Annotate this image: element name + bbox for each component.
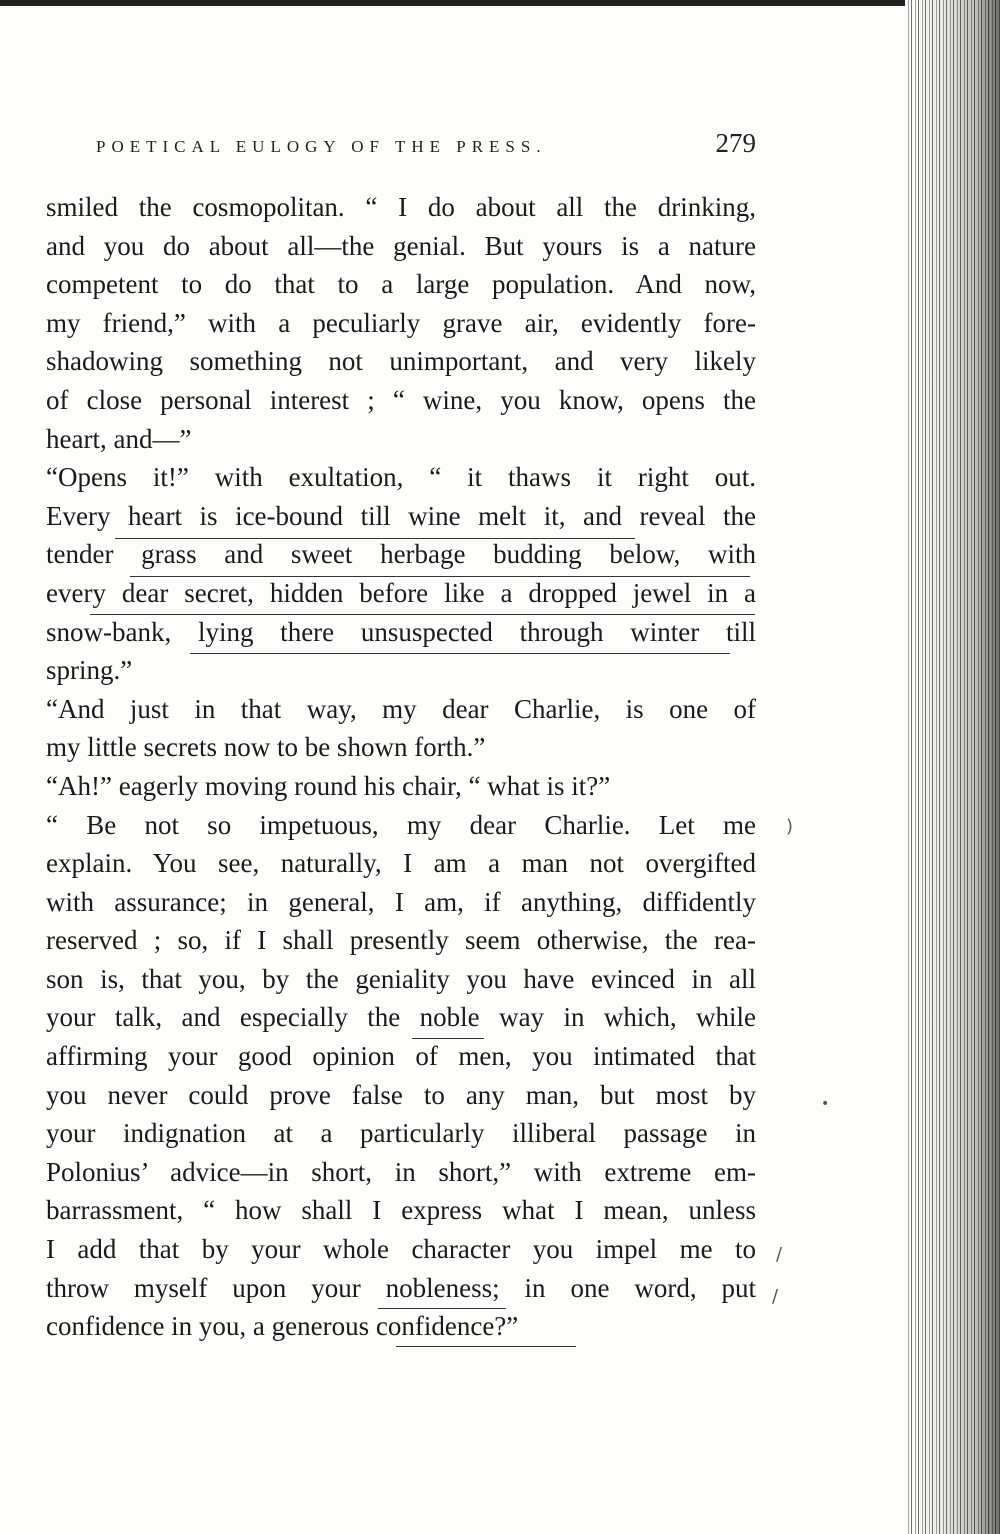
text-line: you never could prove false to any man, but most by <box>46 1079 756 1110</box>
text-line: “ Be not so impetuous, my dear Charlie. Let me <box>46 809 756 840</box>
text-line: shadowing something not unimportant, and very likely <box>46 346 756 377</box>
text-line: barrassment, “ how shall I express what I mean, unless <box>46 1195 756 1226</box>
text-line: Every heart is ice-bound till wine melt it, and reveal the <box>46 500 756 531</box>
text-line: explain. You see, naturally, I am a man not overgifted <box>46 848 756 879</box>
text-line: I add that by your whole character you impel me to <box>46 1234 756 1265</box>
pencil-underline <box>378 1308 506 1309</box>
text-line: reserved ; so, if I shall presently seem otherwise, the rea- <box>46 925 756 956</box>
text-line: my friend,” with a peculiarly grave air, evidently fore- <box>46 307 756 338</box>
pencil-tick: / <box>776 1244 783 1265</box>
pencil-tick: • <box>821 1096 830 1112</box>
text-line: “And just in that way, my dear Charlie, is one of <box>46 693 756 724</box>
text-line: of close personal interest ; “ wine, you know, opens the <box>46 384 756 415</box>
pencil-underline <box>130 576 750 577</box>
page-top-border <box>0 0 1000 6</box>
pencil-tick: / <box>772 1286 779 1307</box>
pencil-underline <box>412 1038 484 1039</box>
text-line: spring.” <box>46 655 133 686</box>
text-line: and you do about all—the genial. But yours is a nature <box>46 230 756 261</box>
pencil-underline <box>115 538 635 539</box>
text-line: confidence in you, a generous confidence?” <box>46 1311 519 1342</box>
pencil-underline <box>396 1346 576 1347</box>
text-line: affirming your good opinion of men, you intimated that <box>46 1041 756 1072</box>
page-edge-shadow <box>905 0 1000 1534</box>
text-line: throw myself upon your nobleness; in one word, put <box>46 1272 756 1303</box>
text-line: Polonius’ advice—in short, in short,” with extreme em- <box>46 1156 756 1187</box>
text-line: tender grass and sweet herbage budding below, with <box>46 539 756 570</box>
text-line: every dear secret, hidden before like a dropped jewel in a <box>46 577 756 608</box>
body-text <box>46 188 756 1346</box>
text-line: snow-bank, lying there unsuspected through winter till <box>46 616 756 647</box>
text-line: “Opens it!” with exultation, “ it thaws it right out. <box>46 462 756 493</box>
text-line: “Ah!” eagerly moving round his chair, “ what is it?” <box>46 770 611 801</box>
text-line: your indignation at a particularly illiberal passage in <box>46 1118 756 1149</box>
pencil-underline <box>90 614 755 615</box>
text-line: your talk, and especially the noble way in which, while <box>46 1002 756 1033</box>
text-line: competent to do that to a large population. And now, <box>46 269 756 300</box>
text-line: smiled the cosmopolitan. “ I do about all the drinking, <box>46 192 756 222</box>
text-line: heart, and—” <box>46 423 192 454</box>
pencil-underline <box>190 653 730 654</box>
text-line: with assurance; in general, I am, if anything, diffidently <box>46 886 756 917</box>
text-line: son is, that you, by the geniality you have evinced in all <box>46 963 756 994</box>
text-line: my little secrets now to be shown forth.” <box>46 732 486 763</box>
running-head: POETICAL EULOGY OF THE PRESS. <box>96 137 547 156</box>
page-header <box>96 128 756 164</box>
pencil-tick: ) <box>786 816 794 837</box>
page-number: 279 <box>715 128 756 158</box>
